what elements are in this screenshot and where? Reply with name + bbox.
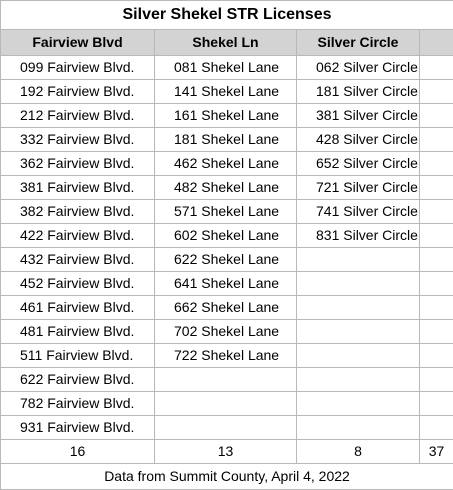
table-row [1, 368, 453, 392]
cell-shekel[interactable] [155, 368, 297, 392]
table-row [1, 392, 453, 416]
cell-fairview[interactable]: 782 Fairview Blvd. [1, 392, 155, 416]
table-row [1, 320, 453, 344]
cell-shekel[interactable]: 141 Shekel Lane [155, 80, 297, 104]
count-silver[interactable]: 8 [297, 440, 420, 464]
cell-shekel[interactable]: 081 Shekel Lane [155, 56, 297, 80]
cell-silver[interactable]: 721 Silver Circle [297, 176, 420, 200]
cell-fairview[interactable]: 422 Fairview Blvd. [1, 224, 155, 248]
cell-fairview[interactable]: 622 Fairview Blvd. [1, 368, 155, 392]
cell-shekel[interactable]: 602 Shekel Lane [155, 224, 297, 248]
table-row [1, 128, 453, 152]
table-title[interactable]: Silver Shekel STR Licenses [1, 1, 453, 30]
cell-silver[interactable]: 831 Silver Circle [297, 224, 420, 248]
table-row [1, 248, 453, 272]
cell-silver[interactable]: 428 Silver Circle [297, 128, 420, 152]
cell-fairview[interactable]: 382 Fairview Blvd. [1, 200, 155, 224]
count-shekel[interactable]: 13 [155, 440, 297, 464]
header-blank[interactable] [420, 30, 453, 56]
header-fairview[interactable]: Fairview Blvd [1, 30, 155, 56]
cell-fairview[interactable]: 192 Fairview Blvd. [1, 80, 155, 104]
cell-extra[interactable] [420, 224, 453, 248]
cell-fairview[interactable]: 481 Fairview Blvd. [1, 320, 155, 344]
table-row [1, 272, 453, 296]
table-row [1, 176, 453, 200]
cell-silver[interactable] [297, 320, 420, 344]
cell-silver[interactable]: 062 Silver Circle [297, 56, 420, 80]
cell-fairview[interactable]: 461 Fairview Blvd. [1, 296, 155, 320]
table-row [1, 104, 453, 128]
cell-silver[interactable] [297, 392, 420, 416]
count-row [1, 440, 453, 464]
cell-silver[interactable] [297, 368, 420, 392]
cell-silver[interactable] [297, 296, 420, 320]
cell-shekel[interactable]: 571 Shekel Lane [155, 200, 297, 224]
cell-silver[interactable] [297, 416, 420, 440]
cell-extra[interactable] [420, 200, 453, 224]
cell-extra[interactable] [420, 296, 453, 320]
cell-extra[interactable] [420, 416, 453, 440]
cell-fairview[interactable]: 099 Fairview Blvd. [1, 56, 155, 80]
cell-shekel[interactable]: 161 Shekel Lane [155, 104, 297, 128]
cell-fairview[interactable]: 332 Fairview Blvd. [1, 128, 155, 152]
cell-extra[interactable] [420, 368, 453, 392]
cell-fairview[interactable]: 381 Fairview Blvd. [1, 176, 155, 200]
cell-fairview[interactable]: 432 Fairview Blvd. [1, 248, 155, 272]
cell-fairview[interactable]: 452 Fairview Blvd. [1, 272, 155, 296]
count-fairview[interactable]: 16 [1, 440, 155, 464]
cell-extra[interactable] [420, 152, 453, 176]
cell-silver[interactable] [297, 272, 420, 296]
table-row [1, 224, 453, 248]
cell-extra[interactable] [420, 272, 453, 296]
cell-fairview[interactable]: 511 Fairview Blvd. [1, 344, 155, 368]
cell-extra[interactable] [420, 248, 453, 272]
footer-row [1, 464, 453, 490]
cell-silver[interactable]: 652 Silver Circle [297, 152, 420, 176]
cell-shekel[interactable]: 702 Shekel Lane [155, 320, 297, 344]
cell-shekel[interactable] [155, 416, 297, 440]
cell-shekel[interactable]: 462 Shekel Lane [155, 152, 297, 176]
cell-shekel[interactable]: 181 Shekel Lane [155, 128, 297, 152]
cell-shekel[interactable]: 662 Shekel Lane [155, 296, 297, 320]
table-row [1, 344, 453, 368]
cell-fairview[interactable]: 212 Fairview Blvd. [1, 104, 155, 128]
header-silver[interactable]: Silver Circle [297, 30, 420, 56]
cell-extra[interactable] [420, 56, 453, 80]
table-row [1, 56, 453, 80]
cell-extra[interactable] [420, 392, 453, 416]
cell-extra[interactable] [420, 104, 453, 128]
header-row [1, 30, 453, 56]
cell-extra[interactable] [420, 344, 453, 368]
cell-shekel[interactable]: 641 Shekel Lane [155, 272, 297, 296]
source-note[interactable]: Data from Summit County, April 4, 2022 [1, 464, 453, 490]
cell-silver[interactable]: 381 Silver Circle [297, 104, 420, 128]
cell-silver[interactable]: 741 Silver Circle [297, 200, 420, 224]
count-total[interactable]: 37 [420, 440, 453, 464]
cell-shekel[interactable]: 482 Shekel Lane [155, 176, 297, 200]
cell-shekel[interactable]: 622 Shekel Lane [155, 248, 297, 272]
cell-silver[interactable]: 181 Silver Circle [297, 80, 420, 104]
cell-fairview[interactable]: 362 Fairview Blvd. [1, 152, 155, 176]
cell-extra[interactable] [420, 320, 453, 344]
header-shekel[interactable]: Shekel Ln [155, 30, 297, 56]
cell-silver[interactable] [297, 344, 420, 368]
cell-silver[interactable] [297, 248, 420, 272]
table-row [1, 80, 453, 104]
cell-extra[interactable] [420, 128, 453, 152]
title-row [1, 1, 453, 30]
table-row [1, 152, 453, 176]
table-row [1, 296, 453, 320]
cell-extra[interactable] [420, 176, 453, 200]
table-row [1, 416, 453, 440]
cell-fairview[interactable]: 931 Fairview Blvd. [1, 416, 155, 440]
cell-shekel[interactable]: 722 Shekel Lane [155, 344, 297, 368]
cell-shekel[interactable] [155, 392, 297, 416]
cell-extra[interactable] [420, 80, 453, 104]
table-row [1, 200, 453, 224]
